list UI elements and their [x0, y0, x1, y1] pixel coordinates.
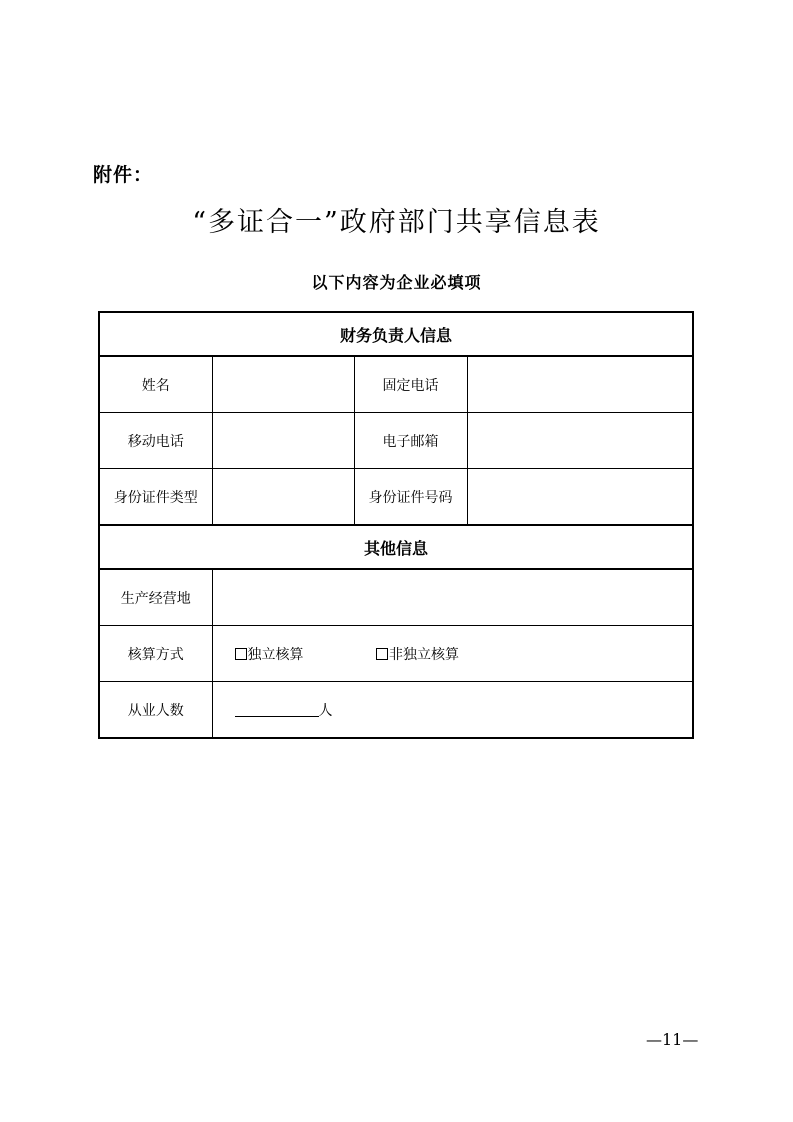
non-independent-accounting-label: 非独立核算 [388, 646, 459, 663]
mobile-label: 移动电话 [99, 413, 212, 469]
table-row [99, 569, 693, 626]
page-number: —11— [646, 1030, 699, 1049]
landline-field[interactable] [467, 356, 693, 413]
non-independent-accounting-option[interactable] [376, 644, 459, 664]
location-field[interactable] [212, 569, 693, 626]
table-row [99, 682, 693, 739]
independent-accounting-option[interactable] [235, 644, 304, 664]
employees-cell [212, 682, 693, 739]
table-row [99, 469, 693, 526]
id-number-field[interactable] [467, 469, 693, 526]
accounting-label: 核算方式 [99, 626, 212, 682]
name-field[interactable] [212, 356, 354, 413]
independent-accounting-label: 独立核算 [247, 646, 304, 663]
finance-section-header [99, 312, 693, 356]
employees-blank-field[interactable] [235, 702, 319, 717]
landline-label: 固定电话 [354, 356, 467, 413]
finance-section-heading: 财务负责人信息 [99, 312, 693, 356]
independent-accounting-checkbox[interactable] [235, 648, 247, 660]
id-number-label: 身份证件号码 [354, 469, 467, 526]
form-subtitle: 以下内容为企业必填项 [311, 273, 482, 292]
employees-label: 从业人数 [99, 682, 212, 739]
employees-unit: 人 [318, 702, 333, 719]
shared-info-table [98, 311, 694, 739]
table-row [99, 626, 693, 682]
table-row [99, 413, 693, 469]
mobile-field[interactable] [212, 413, 354, 469]
name-label: 姓名 [99, 356, 212, 413]
other-section-heading: 其他信息 [99, 525, 693, 569]
location-label: 生产经营地 [99, 569, 212, 626]
id-type-label: 身份证件类型 [99, 469, 212, 526]
other-section-header [99, 525, 693, 569]
non-independent-accounting-checkbox[interactable] [376, 648, 388, 660]
email-field[interactable] [467, 413, 693, 469]
accounting-options [212, 626, 693, 682]
table-row [99, 356, 693, 413]
form-title: “多证合一”政府部门共享信息表 [192, 207, 601, 238]
email-label: 电子邮箱 [354, 413, 467, 469]
id-type-field[interactable] [212, 469, 354, 526]
attachment-label: 附件： [93, 164, 154, 186]
